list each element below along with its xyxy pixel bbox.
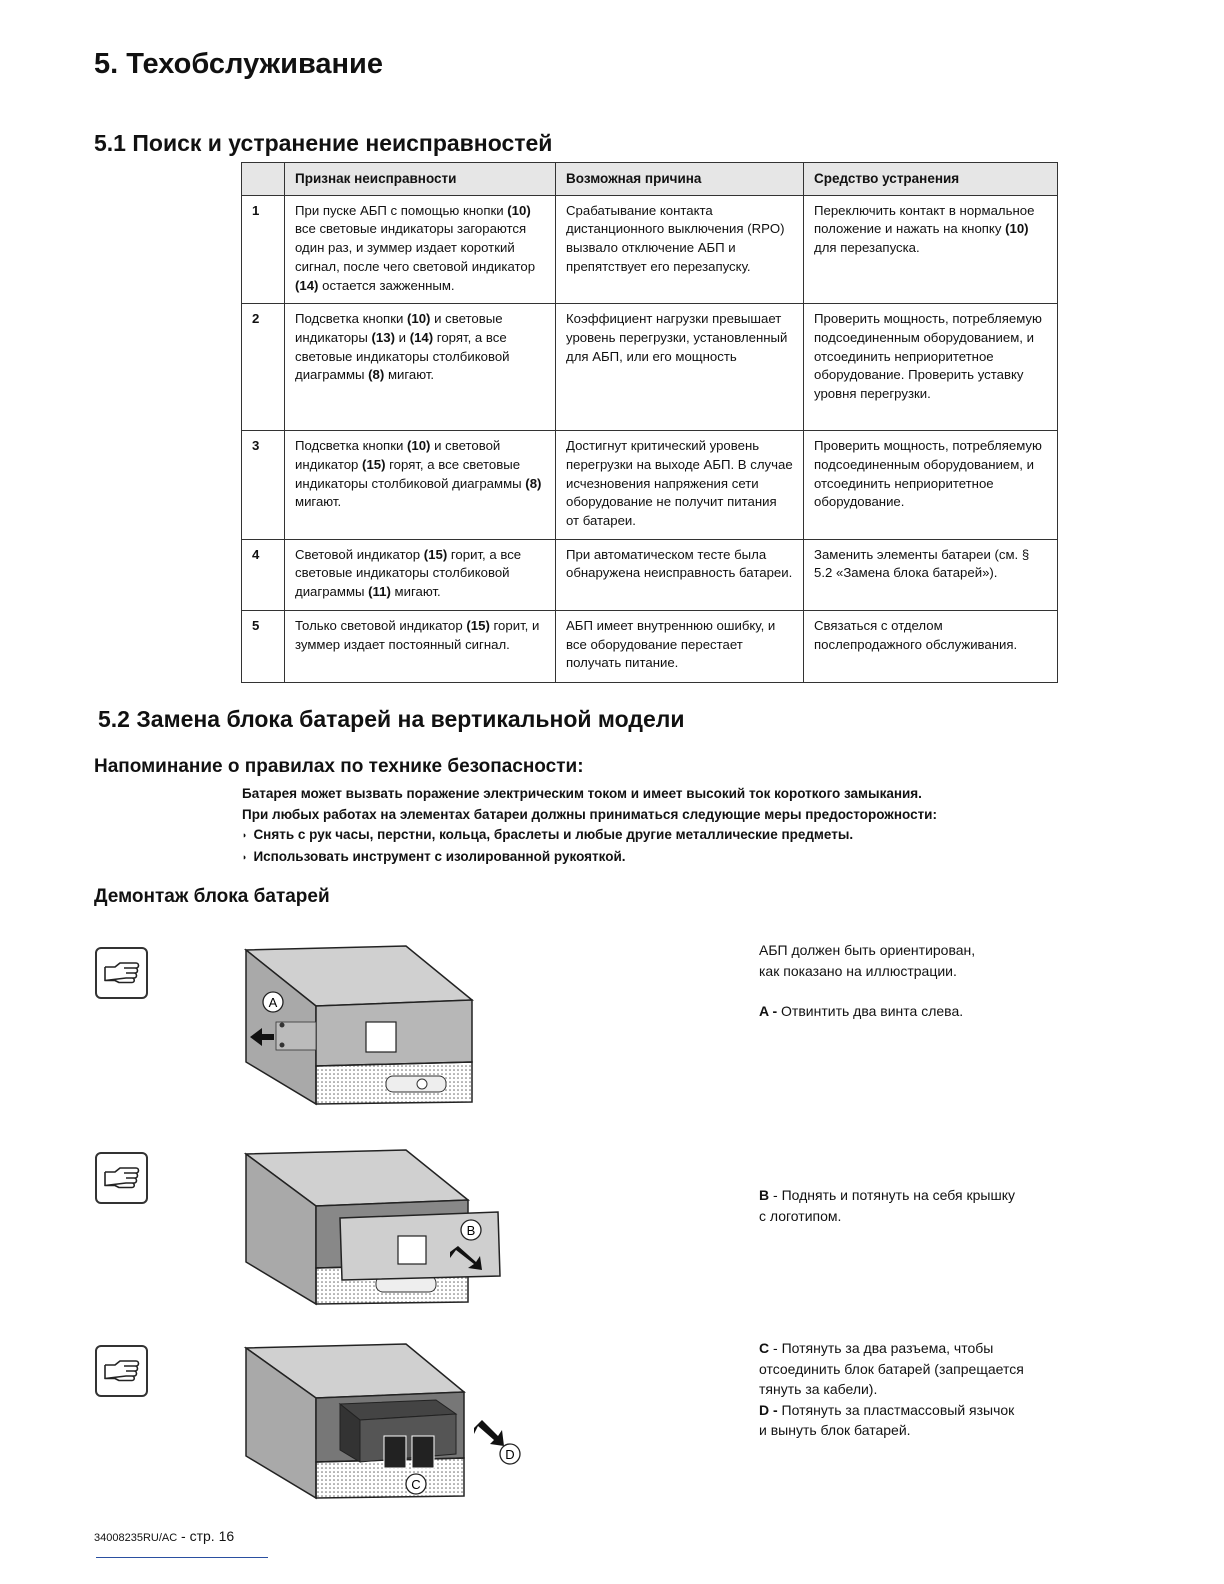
cell-symptom: Световой индикатор (15) горит, а все световые индикаторы столбиковой диаграммы (11) мигают. [285, 539, 556, 610]
cell-cause: Срабатывание контакта дистанционного выключения (RPO) вызвало отключение АБП и препятствует его перезапуску. [556, 195, 804, 304]
header-symptom: Признак неисправности [285, 163, 556, 196]
cell-remedy: Проверить мощность, потребляемую подсоединенным оборудованием, и отсоединить неприоритетное оборудование. [804, 431, 1058, 540]
cell-symptom: При пуске АБП с помощью кнопки (10) все световые индикаторы загораются один раз, и зуммер издает короткий сигнал, после чего световой индикатор (14) остается зажженным. [285, 195, 556, 304]
ups-illustration-step-cd [236, 1342, 526, 1502]
safety-bullet-2: ◗ Использовать инструмент с изолированной рукояткой. [242, 847, 937, 869]
cell-remedy: Связаться с отделом послепродажного обслуживания. [804, 610, 1058, 682]
page-footer [94, 1528, 234, 1544]
section-title-troubleshooting: 5.1 Поиск и устранение неисправностей [94, 130, 553, 156]
callout-c: C [411, 1477, 421, 1492]
safety-bullet-1: ◗ Снять с рук часы, перстни, кольца, браслеты и любые другие металлические предметы. [242, 825, 937, 847]
table-row [242, 539, 1058, 610]
pointing-hand-icon [95, 947, 148, 999]
cell-cause: При автоматическом тесте была обнаружена неисправность батареи. [556, 539, 804, 610]
row-number: 4 [242, 539, 285, 610]
cell-cause: Коэффициент нагрузки превышает уровень перегрузки, установленный для АБП, или его мощность [556, 304, 804, 431]
header-cause: Возможная причина [556, 163, 804, 196]
troubleshooting-table [241, 162, 1058, 683]
safety-line-2: При любых работах на элементах батареи должны приниматься следующие меры предосторожности: [242, 806, 937, 822]
cell-cause: Достигнут критический уровень перегрузки на выходе АБП. В случае исчезновения напряжения сети оборудование не получит питания от батареи. [556, 431, 804, 540]
removal-heading: Демонтаж блока батарей [94, 886, 330, 907]
step-b-description: B - Поднять и потянуть на себя крышку с логотипом. [759, 1187, 1015, 1224]
row-number: 5 [242, 610, 285, 682]
safety-heading: Напоминание о правилах по технике безопасности: [94, 756, 584, 777]
header-num [242, 163, 285, 196]
pointing-hand-icon [95, 1152, 148, 1204]
cell-remedy: Заменить элементы батареи (см. § 5.2 «Замена блока батарей»). [804, 539, 1058, 610]
document-code: 34008235RU/AC [94, 1532, 178, 1544]
cell-cause: АБП имеет внутреннюю ошибку, и все оборудование перестает получать питание. [556, 610, 804, 682]
callout-d: D [505, 1447, 515, 1462]
header-remedy: Средство устранения [804, 163, 1058, 196]
table-row [242, 304, 1058, 431]
section-title-battery-replacement: 5.2 Замена блока батарей на вертикальной модели [98, 706, 685, 732]
safety-warning [242, 784, 937, 869]
row-number: 1 [242, 195, 285, 304]
table-row [242, 431, 1058, 540]
table-header-row [242, 163, 1058, 196]
ups-illustration-step-a [236, 944, 486, 1109]
table-row [242, 610, 1058, 682]
callout-b: B [466, 1223, 476, 1238]
cell-remedy: Переключить контакт в нормальное положение и нажать на кнопку (10) для перезапуска. [804, 195, 1058, 304]
ups-illustration-step-b [236, 1148, 506, 1308]
safety-line-1: Батарея может вызвать поражение электрическим током и имеет высокий ток короткого замыкания. [242, 786, 922, 801]
row-number: 3 [242, 431, 285, 540]
step-a-description: АБП должен быть ориентирован, как показано на иллюстрации. A - Отвинтить два винта слева. [759, 942, 976, 1020]
cell-remedy: Проверить мощность, потребляемую подсоединенным оборудованием, и отсоединить неприоритетное оборудование. Проверить уставку уровня перегрузки. [804, 304, 1058, 431]
cell-symptom: Только световой индикатор (15) горит, и зуммер издает постоянный сигнал. [285, 610, 556, 682]
cell-symptom: Подсветка кнопки (10) и световой индикатор (15) горят, а все световые индикаторы столбиковой диаграммы (8) мигают. [285, 431, 556, 540]
row-number: 2 [242, 304, 285, 431]
footer-line [96, 1557, 268, 1558]
pointing-hand-icon [95, 1345, 148, 1397]
table-row [242, 195, 1058, 304]
page-title: 5. Техобслуживание [94, 48, 383, 80]
cell-symptom: Подсветка кнопки (10) и световые индикаторы (13) и (14) горят, а все световые индикаторы столбиковой диаграммы (8) мигают. [285, 304, 556, 431]
callout-a: A [268, 995, 278, 1010]
page-number: - стр. 16 [177, 1528, 235, 1544]
step-cd-description: C - Потянуть за два разъема, чтобы отсоединить блок батарей (запрещается тянуть за кабели). D - Потянуть за пластмассовый язычок и вынуть блок батарей. [759, 1340, 1024, 1439]
